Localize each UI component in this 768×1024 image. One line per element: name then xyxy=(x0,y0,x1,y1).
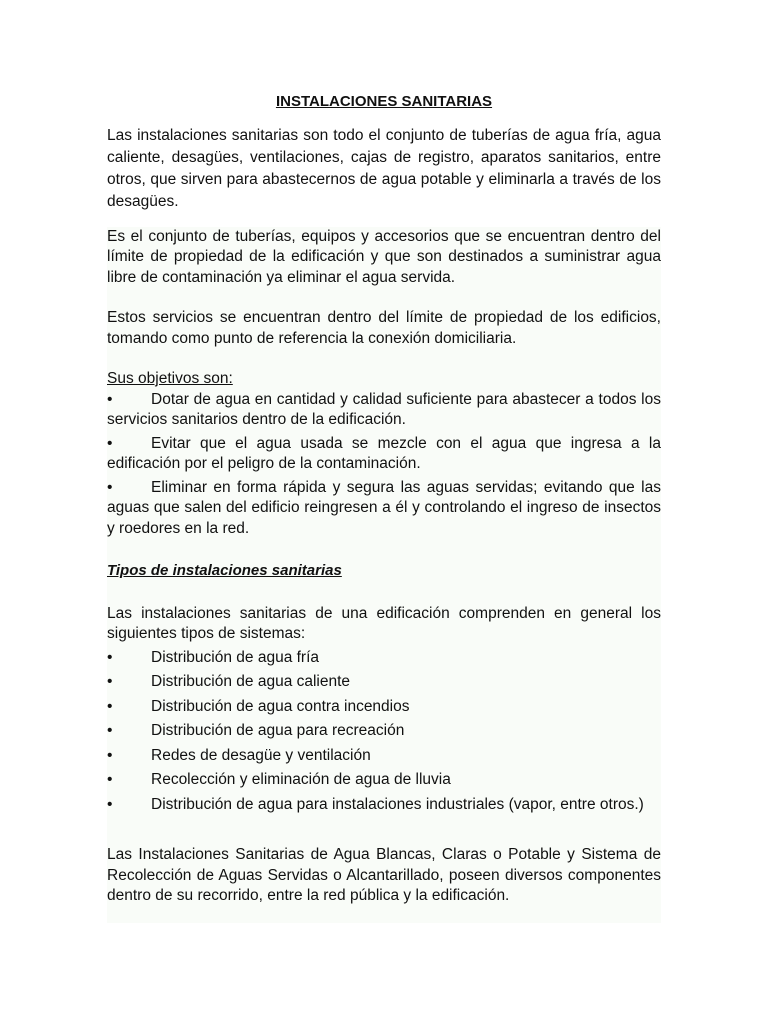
list-item xyxy=(107,390,661,431)
type-text: Distribución de agua contra incendios xyxy=(151,697,410,715)
types-intro-paragraph: Las instalaciones sanitarias de una edificación comprenden en general los siguientes tipos de sistemas: xyxy=(107,604,661,642)
bullet-icon: • xyxy=(107,673,113,690)
bullet-icon: • xyxy=(107,771,113,788)
objective-text: Evitar que el agua usada se mezcle con el agua que ingresa a la edificación por el peligro de la contaminación. xyxy=(107,434,661,472)
objective-text: Dotar de agua en cantidad y calidad suficiente para abastecer a todos los servicios sanitarios dentro de la edificación. xyxy=(107,390,661,428)
bullet-icon: • xyxy=(107,478,113,496)
objectives-heading: Sus objetivos son: xyxy=(107,370,233,387)
objectives-list xyxy=(107,390,661,540)
type-text: Distribución de agua fría xyxy=(151,648,320,666)
bullet-icon: • xyxy=(107,746,113,764)
list-item xyxy=(107,770,661,791)
definition-paragraph: Es el conjunto de tuberías, equipos y accesorios que se encuentran dentro del límite de propiedad de la edificación y que son destinados a suministrar agua libre de contaminación ya eliminar el agua servida. xyxy=(107,227,661,286)
list-item xyxy=(107,672,661,693)
closing-paragraph: Las Instalaciones Sanitarias de Agua Blancas, Claras o Potable y Sistema de Recolección de Aguas Servidas o Alcantarillado, poseen diversos componentes dentro de su recorrido, entre la red pública y la edificación. xyxy=(107,846,661,904)
list-item xyxy=(107,721,661,742)
document-title: INSTALACIONES SANITARIAS xyxy=(275,93,493,110)
list-item xyxy=(107,478,661,540)
list-item xyxy=(107,648,661,669)
document-body xyxy=(107,92,661,923)
objective-text: Eliminar en forma rápida y segura las aguas servidas; evitando que las aguas que salen del edificio reingresen a él y controlando el ingreso de insectos y roedores en la red. xyxy=(107,478,661,537)
list-item xyxy=(107,697,661,718)
bullet-icon: • xyxy=(107,722,113,739)
list-item xyxy=(107,434,661,475)
bullet-icon: • xyxy=(107,390,113,408)
list-item xyxy=(107,746,661,767)
type-text: Distribución de agua caliente xyxy=(151,673,351,690)
bullet-icon: • xyxy=(107,648,113,666)
bullet-icon: • xyxy=(107,434,113,452)
bullet-icon: • xyxy=(107,795,113,813)
type-text: Distribución de agua para instalaciones industriales (vapor, entre otros.) xyxy=(151,795,644,813)
scope-paragraph: Estos servicios se encuentran dentro del límite de propiedad de los edificios, tomando como punto de referencia la conexión domiciliaria. xyxy=(107,309,661,347)
type-text: Distribución de agua para recreación xyxy=(151,722,405,739)
type-text: Redes de desagüe y ventilación xyxy=(151,746,371,764)
section-title: Tipos de instalaciones sanitarias xyxy=(107,562,342,579)
bullet-icon: • xyxy=(107,697,113,715)
types-list xyxy=(107,648,661,816)
list-item xyxy=(107,795,661,816)
shaded-block xyxy=(107,227,661,923)
type-text: Recolección y eliminación de agua de lluvia xyxy=(151,771,451,788)
intro-paragraph: Las instalaciones sanitarias son todo el conjunto de tuberías de agua fría, agua caliente, desagües, ventilaciones, cajas de registro, aparatos sanitarios, entre otros, que sirven para abastecernos de agua potable y eliminarla a través de los desagües. xyxy=(107,126,661,210)
